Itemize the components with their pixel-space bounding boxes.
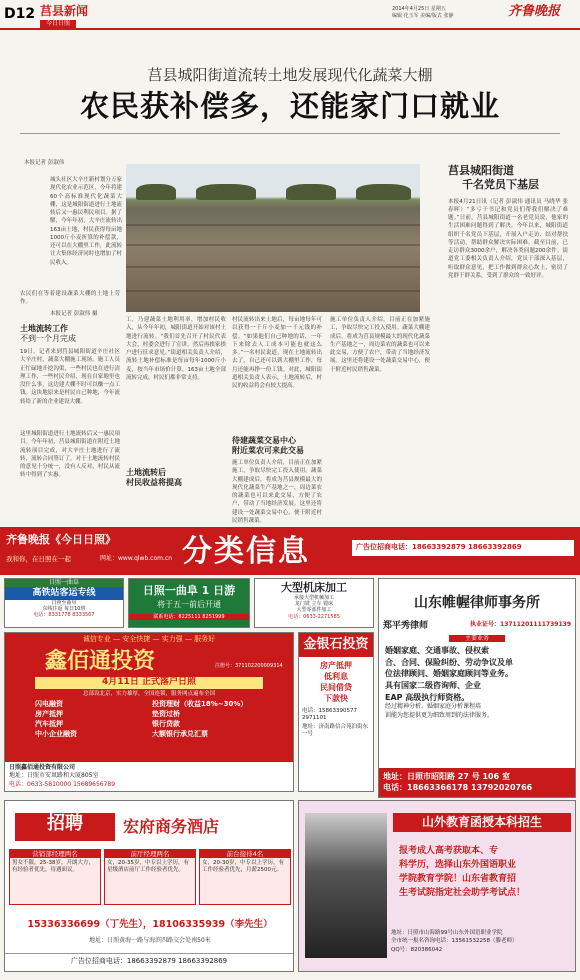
ad-line: 合、合同、保险纠纷、劳动争议及单 (385, 657, 513, 667)
ad-phone: 电话：8331778 8333567 (33, 612, 95, 619)
ad-date: 4月11日 正式落户日照 (35, 677, 263, 688)
ad-line: 承接大型机械加工 (293, 594, 334, 601)
subhead: 附近菜农可来此交易 (232, 446, 304, 455)
ad-phone: 电话：18663366178 13792020766 (383, 783, 533, 793)
ad-line: 日照至曲阜 (51, 599, 77, 606)
masthead (0, 0, 580, 30)
classified-title: 分类信息 (182, 534, 310, 569)
ad-tagline: 诚信专业 — 安全快捷 — 实力强 — 服务好 (82, 635, 216, 643)
newspaper-logo: 齐鲁晚报 (508, 4, 561, 19)
subhead: 土地流转工作 (20, 324, 68, 333)
section-sub: 今日日照 (40, 20, 76, 28)
ad-phone: 联系电话：8225111 8251999 (129, 614, 249, 620)
tree-line (286, 184, 336, 200)
ad-address: 地址：日照市安岚路和大厦805室 (9, 772, 99, 780)
ad-phone: 电话：15863390577 2971101 (302, 708, 357, 722)
ad-title: 山外教育函授本科招生 (393, 813, 571, 832)
ad-hotline: 广告位招商电话：18663392879 18663392869 (352, 540, 574, 556)
column-3: 村民流转出来土地后，每亩地每年可以获得一千斤小麦加一千元钱的补偿。“如果他们自己种地的话，一年下来除去人工成本可能也就这么多。”一名村民说道，现在土地流转出去了，自己还可以到大棚里工作，每月还能再挣一份工钱。对此，城阳街道相关负责人表示，土地流转后，村民的收益将会有较大提高。 (232, 317, 322, 389)
ad-phone: 全市统一报名咨询电话：13561532258（滕老师） (391, 938, 518, 945)
editors: 编辑 化玉军 美编/版式 张静 (392, 13, 454, 19)
ad-desc: 总部设北京，实力雄厚，全国连锁，服务网点遍布全国 (82, 690, 215, 697)
ad-address: 地址：济南路信合苑泊街东一号 (302, 724, 369, 738)
ad-line: 低利息 (324, 672, 348, 682)
article-kicker: 莒县城阳街道流转土地发展现代化蔬菜大棚 (147, 66, 433, 84)
job-title: 营销部经理两名 (10, 850, 100, 858)
ad-title: 日照一曲阜 1 日游 (142, 584, 236, 597)
ad-title: 山东帷幄律师事务所 (414, 595, 540, 611)
ad-phone: 15336336699（丁先生），18106335939（李先生） (27, 919, 273, 930)
sidebar-title: 莒县城阳街道 (448, 164, 514, 177)
ad-rail-shuttle (4, 578, 124, 628)
furrow (126, 244, 420, 246)
byline: 本报记者 彭淑伟 (24, 160, 65, 166)
ad-title: 高铁站客运专线 (5, 587, 123, 600)
ad-phone: 电话：0633-2271585 (288, 613, 340, 620)
subhead: 土地流转后 (126, 468, 166, 477)
brand-name: 齐鲁晚报《今日日照》 (6, 533, 116, 546)
reg-number: 注册号：371102200009314 (215, 663, 283, 669)
brand-url[interactable]: 网址：www.qlwb.com.cn (100, 555, 173, 562)
tree-line (196, 184, 256, 200)
column-3-subheads (232, 436, 322, 524)
ad-line: EAP 高级执行师资格。 (385, 692, 470, 702)
ad-line: 科学历，选择山东外国语职业 (399, 859, 517, 870)
ad-line: 生考试院指定社会助学考试点！ (399, 887, 526, 898)
ad-sub: 将于五一前后开通 (157, 599, 221, 609)
furrow (126, 224, 420, 226)
ad-line: 下款快 (324, 693, 348, 703)
ad-head: 日照一曲阜 (5, 579, 123, 587)
ad-line: 位法律顾问、婚姻家庭顾问等业务。 (385, 669, 513, 679)
ad-xinbaitong (4, 632, 294, 792)
job-desc: 男女不限，25-38岁，开朗大方，有经验者优先，待遇面议。 (12, 860, 94, 873)
column-2: 工，乃建蔬菜土地利用率，增加村民收入，从今年年初，城阳街道开始对该村土地进行流转。“我们首先召开了村民代表大会，村委会进行了宣讲，然后再挨家挨户进行征求意见。”街道相关负责人介绍，流转土地补偿标准是每亩每年1000斤小麦，按当年市场价计算，163亩土地全部流转完成，村民们都非常支持。 (126, 317, 226, 381)
field-photo (126, 164, 420, 312)
ad-line: 龙门铣 立车 镗床 (294, 601, 334, 607)
section-title: 莒县新闻 (40, 4, 89, 18)
lawyer-name: 郑平秀律师 (383, 620, 429, 631)
ad-jinyinshi (298, 632, 374, 792)
ad-title: 金银石投资 (299, 633, 373, 657)
furrow (126, 290, 420, 292)
ad-machining (254, 578, 374, 628)
ad-law-firm (378, 578, 576, 798)
subhead: 待建蔬菜交易中心 (232, 436, 296, 445)
sidebar-subtitle: 千名党员下基层 (462, 177, 539, 191)
brand-slogan: 我和你，在日照在一起 (6, 555, 71, 563)
graduate-photo (305, 813, 387, 958)
article-headline: 农民获补偿多，还能家门口就业 (79, 89, 500, 123)
ad-line: 房产抵押 (320, 661, 352, 671)
ad-line: 婚姻家庭、交通事故、侵权索 (385, 646, 489, 656)
subhead: 不到一个月完成 (20, 334, 76, 343)
body-text: 19日，记者来到莒县城阳街道辛庄社区大辛庄村，蔬菜大棚施工现场，施工人员正忙碌地开挖沟渠，一些村民也在进行清理工作，一些村民介绍，现在自家地里也没什么事，这边建大棚不时可以赚一点工钱。这块地原来是村民自己种地，今年流转给了新的企业建设大棚。 (20, 349, 120, 405)
service-item: 垫资过桥 (152, 710, 180, 719)
column-4: 施工单位负责人介绍，目前正在加紧施工，争取尽快完工投入使用。蔬菜大棚建成后，将成为莒县规模最大的现代化蔬菜生产基地之一，周边菜农的蔬菜也可以来此交易，方便了农户，带动了当地经济发展。这里还将建设一处蔬菜交易中心，便于附近村民销售蔬菜。 (330, 317, 430, 373)
article-lead: 城头社区大辛庄新村划分万家现代化农业示范区，今年将建60个高标准现代化蔬菜大棚，这是城阳街道进行土地流转后又一惠民利民项目。据了解，今年年初，大辛庄流转出163亩土地，村民获得每亩地1000斤小麦折算的补偿款，还可以在大棚里工作，此流转让大集体经济同时也增加了村民收入。 (50, 177, 122, 266)
ad-day-tour (128, 578, 250, 628)
body-text: 施工单位负责人介绍，目前正在加紧施工，争取尽快完工投入使用。蔬菜大棚建成后，将成为莒县规模最大的现代化蔬菜生产基地之一，周边菜农的蔬菜也可以来此交易，方便了农户，带动了当地经济发展。这里还将建设一处蔬菜交易中心，便于附近村民销售蔬菜。 (232, 460, 322, 524)
service-item: 银行贷款 (152, 719, 180, 728)
ad-address: 地址：日照市山海路99号山东外国语职业学院 (391, 930, 503, 936)
service-item: 闪电融资 (35, 700, 63, 709)
ad-title: 鑫佰通投资 (45, 648, 156, 674)
job-title: 前厅经理两名 (105, 850, 195, 858)
tree-line (356, 184, 411, 200)
service-item: 房产抵押 (35, 710, 63, 719)
job-desc: 女，20-30岁，中专以上学历，有工作经验者优先，月薪2500元。 (202, 860, 284, 873)
ad-line: 经过精神分析、婚姻家庭分析课程培 (385, 703, 482, 711)
ad-line: 东线往返 每日10班 (42, 606, 86, 612)
ad-address: 地址：日照市昭阳路 27 号 106 室 (383, 771, 510, 781)
sidebar-article (448, 164, 568, 494)
ad-hotline: 广告位招商电话：18663392879 18663392869 (5, 953, 293, 966)
service-item: 大额银行承兑汇票 (152, 729, 208, 738)
license-number: 执业证号：13711201111739139 (470, 620, 571, 628)
service-item: 投资理财（收益18%~30%） (152, 700, 248, 709)
photo-caption: 农民们在等着建设蔬菜大棚的土地上劳作。 (20, 291, 120, 306)
page-number: D12 (4, 6, 36, 22)
ad-line: 报考成人高考获取本、专 (399, 846, 499, 856)
ad-line: 学院教育学院！山东省教育招 (399, 873, 517, 884)
ad-title: 大型机床加工 (281, 581, 347, 594)
service-item: 汽车抵押 (35, 719, 63, 728)
ad-line: 训能为您提供更为细致周到的法律服务。 (385, 711, 494, 719)
classified-banner (0, 527, 580, 575)
job-desc: 女，20-35岁，中专以上学历，有星级酒店前厅工作经验者优先。 (107, 860, 189, 873)
job-badge: 招聘 (15, 813, 115, 841)
furrow (126, 266, 420, 268)
tree-line (136, 184, 176, 200)
ad-education (298, 800, 576, 972)
ad-line: 具有国家二级咨询师、企业 (385, 681, 481, 691)
sidebar-body: 本报4月21日讯（记者 彭淑伟 通讯员 马晓华 张春晖）“多亏于书记和党员们帮我们解决了难题。”日前，莒县城阳街道一名老党员说，他家的生活困难问题得到了解决。今年以来，城阳街道组织千名党员下基层，开展入户走访、结对帮扶等活动，帮助群众解决实际困难。截至目前，已走访群众3000余户，解决各类问题200余件。街道党工委相关负责人介绍，党员干部深入基层，听取群众意见，把工作做到群众心坎上，密切了党群干群关系，受到了群众的一致好评。 (448, 198, 568, 279)
job-title: 前台接待4名 (200, 850, 290, 858)
body-text: 这里城阳街道进行土地流转后又一惠民项目。今年年初，莒县城阳街道在附近土地流转项目完成，对大辛庄土地进行了流转，流转合同签订了，对于土地流转村民的意见十分统一，没有人反对，村民从流转中得到了实惠。 (20, 431, 120, 479)
ad-qq: QQ号：820386042 (391, 946, 443, 953)
ad-phone: 电话：0633-5810000 15689656789 (9, 780, 116, 788)
ad-line: 大型零部件加工 (296, 607, 332, 614)
ad-line: 民间借贷 (320, 682, 352, 692)
photo-credit: 本报记者 彭淑伟 摄 (50, 311, 98, 317)
column-1 (20, 324, 120, 508)
company-name: 日照鑫佰通投资有限公司 (9, 763, 76, 771)
ad-title: 宏府商务酒店 (123, 817, 220, 836)
issue-meta (392, 6, 492, 20)
ad-address: 地址：日照黄海一路与海滨四路交会处南50米 (89, 937, 211, 944)
issue-date: 2014年4月25日 星期五 (392, 6, 446, 12)
ad-hotel-jobs (4, 800, 294, 972)
service-item: 中小企业融资 (35, 729, 77, 738)
headline-rule (20, 133, 560, 134)
column-2-subheads (126, 468, 226, 488)
subhead: 村民收益将提高 (126, 478, 182, 487)
service-tag: 主要业务 (449, 635, 505, 643)
